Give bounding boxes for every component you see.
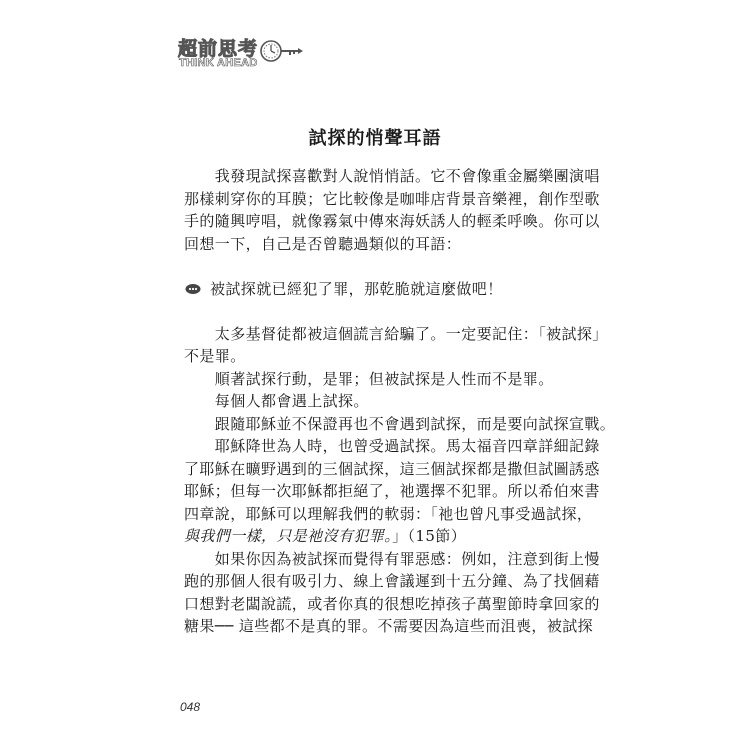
text-line: 口想對老闆說謊，或者你真的很想吃掉孩子萬聖節時拿回家的 — [184, 594, 600, 613]
text-line: 太多基督徒都被這個謊言給騙了。一定要記住：「被試探」 — [184, 324, 608, 343]
text-line: 跑的那個人很有吸引力、線上會議遲到十五分鐘、為了找個藉 — [184, 572, 600, 590]
text-line: 順著試探行動，是罪；但被試探是人性而不是罪。 — [184, 369, 554, 388]
series-subtitle: THINK AHEAD — [179, 57, 258, 69]
text-line: 回想一下，自己是否曾聽過類似的耳語： — [184, 234, 462, 253]
page-number: 048 — [180, 700, 201, 714]
quote-text: 被試探就已經犯了罪，那乾脆就這麼做吧！ — [210, 279, 503, 298]
running-header — [178, 34, 318, 74]
chapter-title: 試探的悄聲耳語 — [308, 128, 442, 149]
scripture-reference: 」（15節） — [392, 527, 467, 545]
text-line: 那樣刺穿你的耳膜；它比較像是咖啡店背景音樂裡，創作型歌 — [184, 189, 600, 208]
text-line: 糖果── 這些都不是真的罪。不需要因為這些而沮喪，被試探 — [184, 617, 594, 635]
speech-bubble-icon — [184, 282, 202, 296]
text-line: 不是罪。 — [184, 347, 246, 365]
whisper-quote — [184, 278, 584, 301]
text-line: 我發現試探喜歡對人說悄悄話。它不會像重金屬樂團演唱 — [184, 167, 600, 185]
text-line: 跟隨耶穌並不保證再也不會遇到試探，而是要向試探宣戰。 — [184, 414, 616, 433]
text-line: 四章說，耶穌可以理解我們的軟弱：「祂也曾凡事受過試探， — [184, 504, 593, 523]
body-text — [184, 165, 616, 638]
text-line: 如果你因為被試探而覺得有罪惡感：例如，注意到街上慢 — [184, 549, 600, 568]
text-line: 了耶穌在曠野遇到的三個試探，這三個試探都是撒但試圖誘惑 — [184, 459, 600, 478]
text-line: 耶穌降世為人時，也曾受過試探。馬太福音四章詳細記錄 — [184, 437, 600, 455]
text-line: 每個人都會遇上試探。 — [184, 392, 369, 410]
series-title: 超前思考 — [178, 38, 259, 60]
clock-key-icon — [260, 38, 304, 64]
text-line: 耶穌；但每一次耶穌都拒絕了，祂選擇不犯罪。所以希伯來書 — [184, 482, 600, 500]
text-line — [184, 525, 584, 548]
text-line: 手的隨興哼唱，就像霧氣中傳來海妖誘人的輕柔呼喚。你可以 — [184, 212, 600, 230]
scripture-quote: 與我們一樣，只是祂沒有犯罪。 — [184, 527, 393, 545]
